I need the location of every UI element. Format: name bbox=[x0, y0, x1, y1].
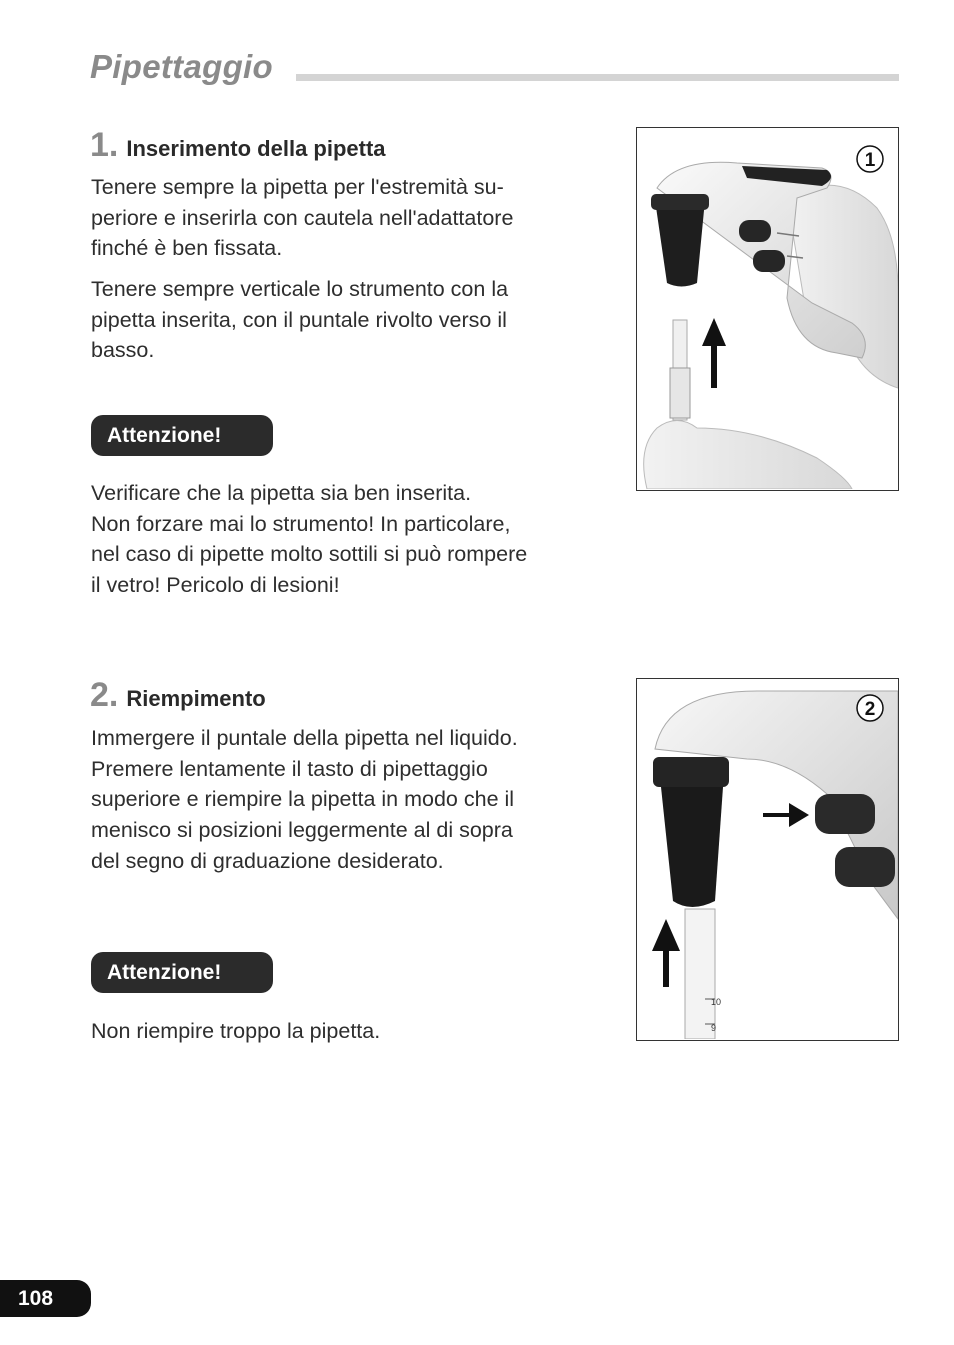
page-number: 108 bbox=[0, 1280, 91, 1317]
figure-2-scale-label-9: 9 bbox=[711, 1023, 717, 1033]
up-arrow-icon bbox=[702, 318, 726, 388]
header-rule bbox=[296, 74, 899, 81]
pipette-controller-image bbox=[637, 128, 898, 489]
section-1-heading bbox=[90, 126, 386, 165]
section-1-warning-text: Verificare che la pipetta sia ben inserita. Non forzare mai lo strumento! In particolare, nel caso di pipette molto sottili si può rompere il vetro! Pericolo di lesioni! bbox=[91, 481, 528, 598]
figure-1-number: 1 bbox=[864, 150, 876, 171]
section-2-warning-text: Non riempire troppo la pipetta. bbox=[91, 1019, 381, 1043]
figure-2 bbox=[636, 678, 899, 1041]
pipette-controller-image bbox=[637, 679, 898, 1039]
section-1-paragraph-1: Tenere sempre la pipetta per l'estremità su- periore e inserirla con cautela nell'adattatore finché è ben fissata. bbox=[91, 175, 514, 261]
section-2-title: Riempimento bbox=[126, 686, 266, 711]
up-arrow-icon bbox=[652, 919, 680, 987]
figure-2-scale-label-10: 10 bbox=[711, 997, 722, 1007]
figure-2-number: 2 bbox=[864, 699, 876, 720]
figure-1 bbox=[636, 127, 899, 491]
section-2-heading bbox=[90, 676, 266, 715]
section-1-number: 1. bbox=[90, 126, 119, 164]
page-title: Pipettaggio bbox=[90, 48, 273, 85]
section-2-number: 2. bbox=[90, 676, 119, 714]
section-1-paragraph-2: Tenere sempre verticale lo strumento con la pipetta inserita, con il puntale rivolto verso il basso. bbox=[91, 277, 509, 363]
section-2-warning-badge: Attenzione! bbox=[91, 952, 273, 993]
section-1-warning-badge: Attenzione! bbox=[91, 415, 273, 456]
section-1-title: Inserimento della pipetta bbox=[126, 136, 386, 161]
section-2-paragraph-1: Immergere il puntale della pipetta nel liquido. Premere lentamente il tasto di pipettaggio superiore e riempire la pipetta in modo che il menisco si posizioni leggermente al di sopra del segno di graduazione desiderato. bbox=[91, 726, 518, 873]
right-arrow-icon bbox=[763, 803, 809, 827]
